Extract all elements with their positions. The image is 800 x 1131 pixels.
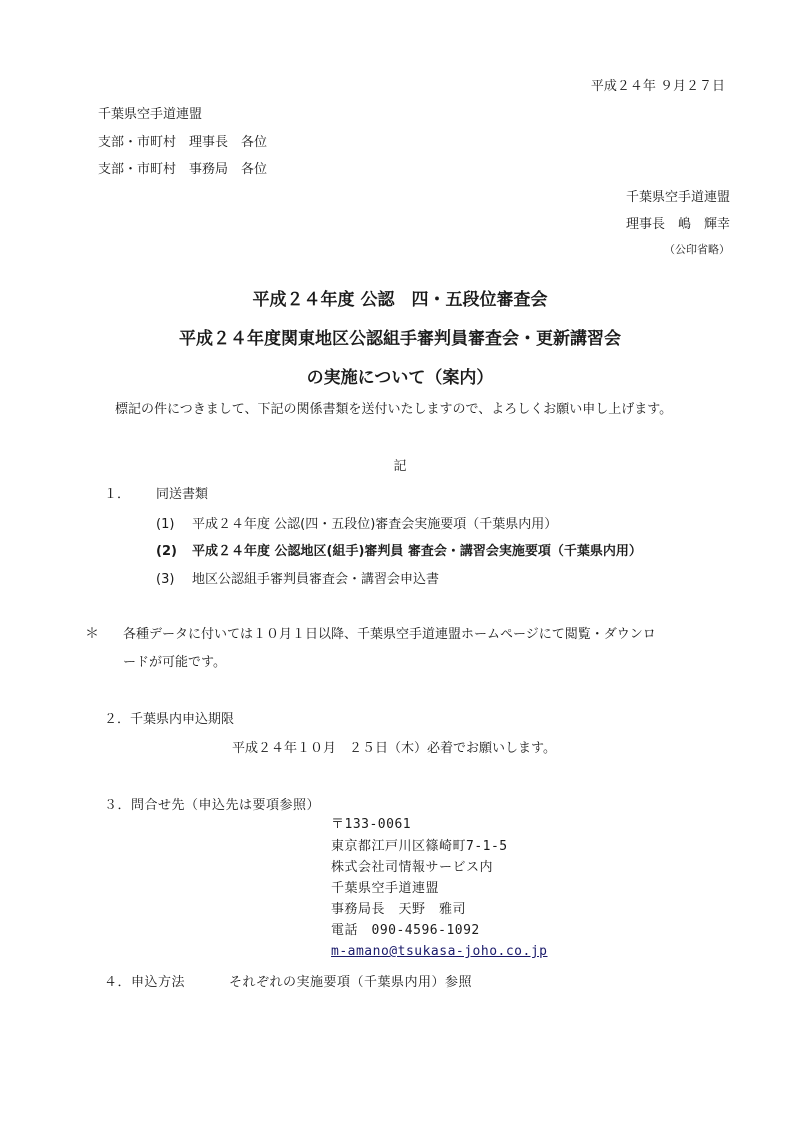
letter-date: 平成２４年 ９月２７日	[590, 79, 725, 94]
section-heading: 同送書類	[156, 487, 209, 502]
note-asterisk: ＊	[85, 626, 99, 642]
contact-org: 千葉県空手道連盟	[331, 881, 440, 896]
note-line: 各種データに付いては１０月１日以降、千葉県空手道連盟ホームページにて閲覧・ダウンロ	[123, 627, 656, 642]
enclosure-number: (3)	[156, 572, 175, 587]
contact-postal-code: 〒133-0061	[331, 817, 412, 832]
sender-org: 千葉県空手道連盟	[625, 190, 730, 205]
enclosure-number: (1)	[156, 517, 175, 532]
sender-name: 理事長 嶋 輝幸	[625, 217, 730, 232]
method-text: それぞれの実施要項（千葉県内用）参照	[229, 975, 473, 990]
enclosure-number: (2)	[156, 544, 177, 559]
section-number: １．	[104, 487, 131, 502]
recipient-line: 支部・市町村 理事長 各位	[98, 135, 268, 150]
contact-company: 株式会社司情報サービス内	[331, 860, 494, 875]
intro-text: 標記の件につきまして、下記の関係書類を送付いたしますので、よろしくお願い申し上げます。	[115, 402, 673, 417]
recipient-line: 千葉県空手道連盟	[98, 107, 203, 122]
enclosure-item: 平成２４年度 公認(四・五段位)審査会実施要項（千葉県内用）	[192, 517, 558, 532]
contact-phone: 電話 090-4596-1092	[331, 923, 480, 938]
section-heading: ２．千葉県内申込期限	[104, 712, 235, 727]
note-line: ードが可能です。	[123, 655, 226, 670]
contact-email-link[interactable]: m-amano@tsukasa-joho.co.jp	[331, 944, 548, 959]
contact-person: 事務局長 天野 雅司	[331, 902, 467, 917]
deadline-text: 平成２４年１０月 ２５日（木）必着でお願いします。	[232, 741, 556, 756]
contact-address: 東京都江戸川区篠崎町7-1-5	[331, 839, 508, 854]
enclosure-item: 平成２４年度 公認地区(組手)審判員 審査会・講習会実施要項（千葉県内用）	[192, 544, 642, 559]
recipient-line: 支部・市町村 事務局 各位	[98, 162, 268, 177]
section-heading: ４．申込方法	[104, 975, 186, 990]
enclosure-item: 地区公認組手審判員審査会・講習会申込書	[192, 572, 440, 587]
title-line-2: 平成２４年度関東地区公認組手審判員審査会・更新講習会	[179, 329, 621, 349]
title-line-3: の実施について（案内）	[306, 368, 494, 388]
ki-marker: 記	[393, 459, 407, 474]
title-line-1: 平成２４年度 公認 四・五段位審査会	[252, 290, 548, 310]
seal-omitted-note: （公印省略）	[664, 243, 730, 256]
section-heading: ３．問合せ先（申込先は要項参照）	[104, 798, 321, 813]
